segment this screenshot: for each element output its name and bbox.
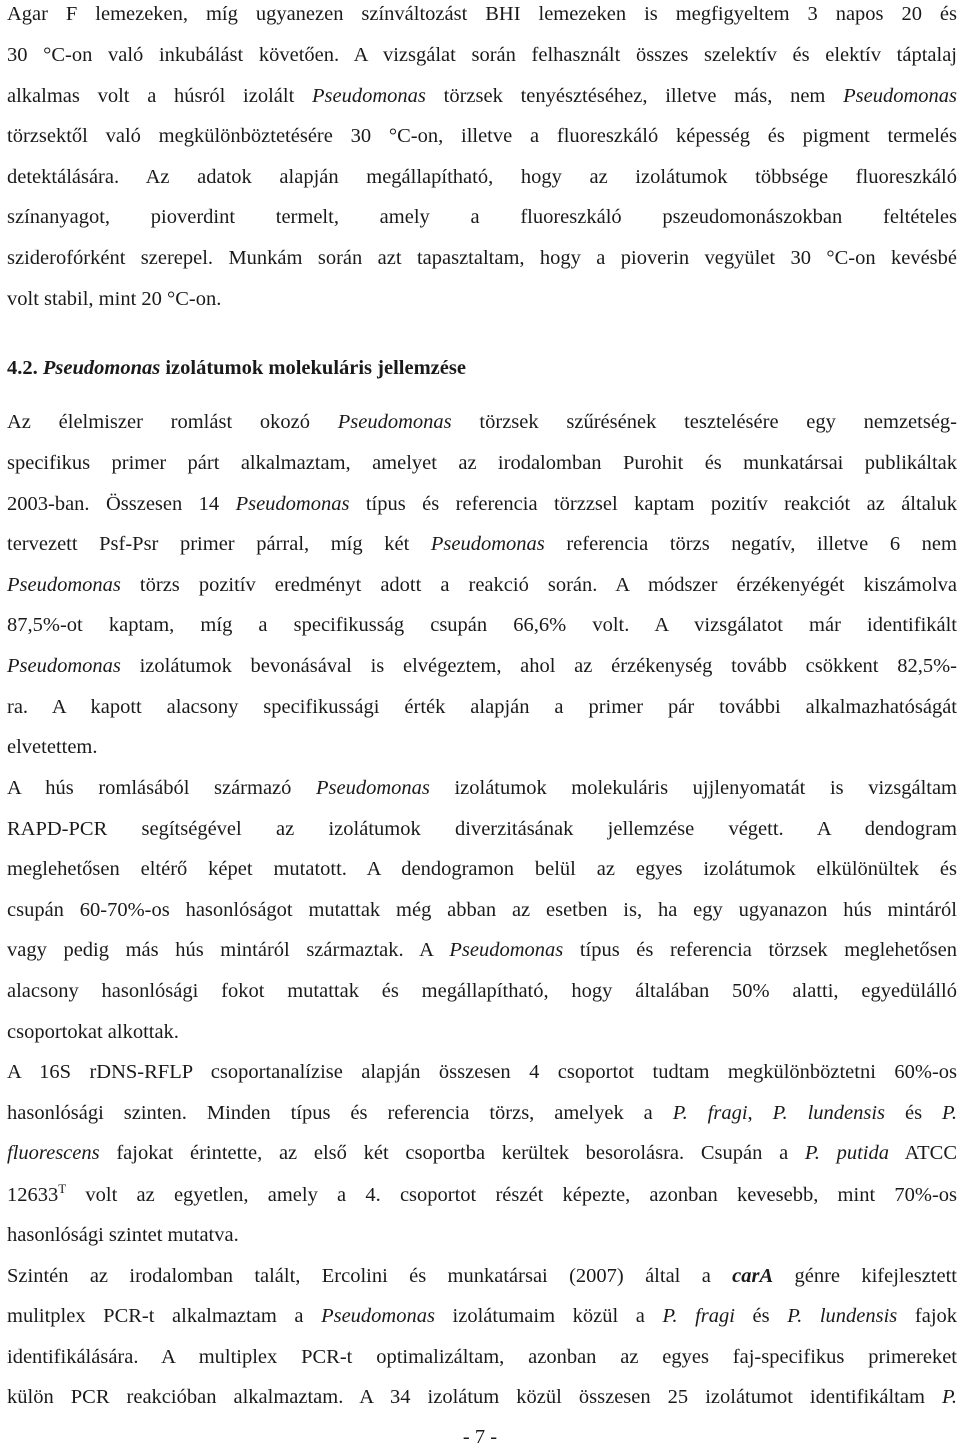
section-heading [7,356,957,380]
text-line [7,246,957,270]
italic-text: Pseudomonas [315,777,430,799]
text-line [7,938,957,962]
italic-text: Pseudomonas [235,493,350,515]
italic-text: Pseudomonas [430,533,545,555]
text-segment: fajokat érintette, az első két csoportba kerültek besorolásra. Csupán a [99,1142,805,1164]
italic-text: Pseudomonas [843,85,957,107]
text-line [7,1345,957,1369]
text-segment: típus és referencia törzzsel kaptam pozitív reakciót az általuk [349,493,957,515]
text-line [7,654,957,678]
text-segment: külön PCR reakcióban alkalmaztam. A 34 izolátum közül összesen 25 izolátumot identifikáltam [7,1386,942,1408]
text-segment: specifikus primer párt alkalmaztam, amelyet az irodalomban Purohit és munkatársai publikáltak [7,452,957,474]
text-line [7,410,957,434]
text-segment: ATCC [889,1142,957,1164]
text-segment: alacsony hasonlósági fokot mutattak és megállapítható, hogy általában 50% alatti, egyedülálló [7,980,957,1002]
text-segment: típus és referencia törzsek meglehetősen [563,939,957,961]
text-segment: detektálására. Az adatok alapján megállapítható, hogy az izolátumok többsége fluoreszkáló [7,166,957,188]
text-segment: ra. A kapott alacsony specifikussági érték alapján a primer pár további alkalmazhatóságát [7,696,957,718]
text-segment: génre kifejlesztett [773,1265,957,1287]
superscript: T [58,1181,67,1197]
text-line [7,1060,957,1084]
text-segment: izolátumok bevonásával is elvégeztem, ahol az érzékenység tovább csökkent 82,5%- [120,655,957,677]
text-segment: volt az egyetlen, amely a 4. csoportot részét képezte, azonban kevesebb, mint 70%-os [66,1184,957,1206]
italic-text: P. putida [804,1142,890,1164]
text-segment: 4.2. [7,357,43,379]
italic-text: fluorescens [7,1142,100,1164]
text-segment: 87,5%-ot kaptam, míg a specifikusság csupán 66,6% volt. A vizsgálatot már identifikált [7,614,957,636]
text-line [7,898,957,922]
text-segment: és [734,1305,788,1327]
text-line [7,165,957,189]
text-segment: elvetettem. [7,736,98,758]
text-segment: 30 °C-on való inkubálást követően. A vizsgálat során felhasznált összes szelektív és elektív táptalaj [7,44,957,66]
text-segment: A hús romlásából származó [7,777,316,799]
text-line [7,1304,957,1328]
italic-text: P. lundensis [772,1102,886,1124]
text-segment: törzs pozitív eredményt adott a reakció során. A módszer érzékenyégét kiszámolva [120,574,957,596]
text-segment: izolátumok molekuláris jellemzése [160,357,466,379]
text-segment: izolátumok molekuláris ujjlenyomatát is vizsgáltam [429,777,958,799]
text-segment: hasonlósági szinten. Minden típus és referencia törzs, amelyek a [7,1102,673,1124]
text-line [7,695,957,719]
italic-text: Pseudomonas [7,655,121,677]
text-segment: 12633 [7,1184,59,1206]
text-line [7,124,957,148]
text-line [7,1020,957,1044]
text-line [7,451,957,475]
text-segment: csoportokat alkottak. [7,1021,179,1043]
text-line [7,776,957,800]
italic-text: Pseudomonas [42,357,161,379]
text-line [7,817,957,841]
text-line [7,1101,957,1125]
text-segment: törzsek tenyésztéséhez, illetve más, nem [425,85,844,107]
text-segment: színanyagot, pioverdint termelt, amely a fluoreszkáló pszeudomonászokban feltételes [7,206,957,228]
text-segment: hasonlósági szintet mutatva. [7,1224,239,1246]
text-line [7,1385,957,1409]
text-line [7,43,957,67]
italic-text: P. fragi [672,1102,748,1124]
text-line [7,1141,957,1165]
text-line [7,1183,957,1207]
text-line [7,573,957,597]
text-segment: csupán 60-70%-os hasonlóságot mutattak még abban az esetben is, ha egy ugyanazon hús mintáról [7,899,957,921]
text-segment: A 16S rDNS-RFLP csoportanalízise alapján összesen 4 csoportot tudtam megkülönböztetni 60%-os [7,1061,957,1083]
text-line [7,84,957,108]
text-segment: meglehetősen eltérő képet mutatott. A dendogramon belül az egyes izolátumok elkülönültek és [7,858,957,880]
text-line [7,1264,957,1288]
text-line [7,287,957,311]
text-line [7,492,957,516]
italic-text: Pseudomonas [449,939,564,961]
text-segment: referencia törzs negatív, illetve 6 nem [544,533,957,555]
text-segment: és [885,1102,942,1124]
text-line [7,1223,957,1247]
text-segment: törzsek szűrésének tesztelésére egy nemzetség- [451,411,958,433]
text-line [7,2,957,26]
italic-text: P. [942,1102,958,1124]
italic-text: Pseudomonas [312,85,426,107]
text-segment: fajok [897,1305,958,1327]
text-segment: mulitplex PCR-t alkalmaztam a [7,1305,322,1327]
text-segment: volt stabil, mint 20 °C-on. [7,288,222,310]
text-line [7,532,957,556]
text-segment: identifikálására. A multiplex PCR-t optimalizáltam, azonban az egyes faj-specifikus primereket [7,1346,957,1368]
text-segment: sziderofórként szerepel. Munkám során azt tapasztaltam, hogy a pioverin vegyület 30 °C-on kevésbé [7,247,957,269]
italic-text: Pseudomonas [321,1305,435,1327]
text-segment: Agar F lemezeken, míg ugyanezen színváltozást BHI lemezeken is megfigyeltem 3 napos 20 és [7,3,957,25]
text-line [7,735,957,759]
text-line [7,613,957,637]
text-segment: izolátumaim közül a [434,1305,663,1327]
italic-text: Pseudomonas [7,574,121,596]
italic-text: P. fragi [662,1305,735,1327]
text-segment: törzsektől való megkülönböztetésére 30 °C-on, illetve a fluoreszkáló képesség és pigment termelés [7,125,957,147]
text-segment: tervezett Psf-Psr primer párral, míg két [7,533,431,555]
text-line [7,205,957,229]
text-segment: , [747,1102,773,1124]
page-number: - 7 - [462,1426,498,1448]
text-segment: Szintén az irodalomban talált, Ercolini és munkatársai (2007) által a [7,1265,733,1287]
text-segment: RAPD-PCR segítségével az izolátumok diverzitásának jellemzése végett. A dendogram [7,818,957,840]
text-line [7,857,957,881]
italic-text: carA [732,1265,774,1287]
italic-text: Pseudomonas [337,411,452,433]
text-segment: Az élelmiszer romlást okozó [7,411,338,433]
text-segment: vagy pedig más hús mintáról származtak. A [7,939,450,961]
text-segment: alkalmas volt a húsról izolált [7,85,313,107]
text-segment: 2003-ban. Összesen 14 [7,493,236,515]
text-line [7,979,957,1003]
italic-text: P. [941,1386,957,1408]
italic-text: P. lundensis [787,1305,898,1327]
